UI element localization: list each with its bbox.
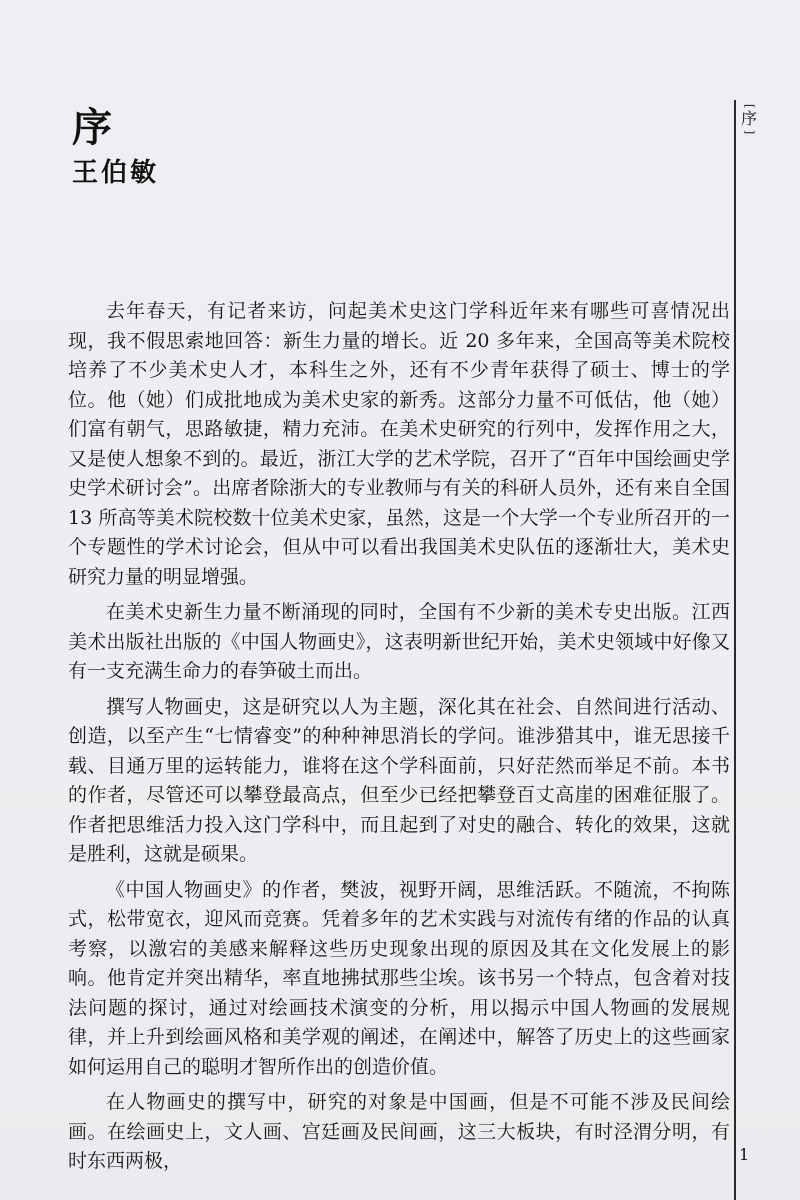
tab-bracket-bottom: ] (743, 129, 756, 135)
tab-bracket-top: [ (743, 103, 756, 109)
paragraph: 在人物画史的撰写中，研究的对象是中国画，但是不可能不涉及民间绘画。在绘画史上，文人画、宫廷画及民间画，这三大板块，有时泾渭分明，有时东西两极， (68, 1091, 730, 1172)
paragraph: 去年春天，有记者来访，问起美术史这门学科近年来有哪些可喜情况出现，我不假思索地回答：新生力量的增长。近 20 多年来，全国高等美术院校培养了不少美术史人才，本科生之外，还有不少青年获得了硕士、博士的学位。他（她）们成批地成为美术史家的新秀。这部分力量不可低估，他（她）们富有朝气，思路敏捷，精力充沛。在美术史研究的行列中，发挥作用之大，又是使人想象不到的。最近，浙江大学的艺术学院，召开了“百年中国绘画史学史学术研讨会”。出席者除浙大的专业教师与有关的科研人员外，还有来自全国 13 所高等美术院校数十位美术史家，虽然，这是一个大学一个专业所召开的一个专题性的学术讨论会，但从中可以看出我国美术史队伍的逐渐壮大，美术史研究力量的明显增强。 (68, 300, 730, 588)
section-tab (738, 101, 760, 137)
body-text (68, 297, 730, 1183)
page-title: 序 (72, 104, 114, 151)
section-tab-label: 序 (740, 109, 757, 128)
page-number: 1 (739, 1145, 750, 1164)
author-name: 王伯敏 (72, 158, 160, 188)
paragraph: 在美术史新生力量不断涌现的同时，全国有不少新的美术专史出版。江西美术出版社出版的《中国人物画史》，这表明新世纪开始，美术史领域中好像又有一支充满生命力的春笋破土而出。 (68, 601, 730, 682)
paragraph: 《中国人物画史》的作者，樊波，视野开阔，思维活跃。不随流，不拘陈式，松带宽衣，迎风而竞赛。凭着多年的艺术实践与对流传有绪的作品的认真考察，以激宕的美感来解释这些历史现象出现的原因及其在文化发展上的影响。他肯定并突出精华，率直地拂拭那些尘埃。该书另一个特点，包含着对技法问题的探讨，通过对绘画技术演变的分析，用以揭示中国人物画的发展规律，并上升到绘画风格和美学观的阐述，在阐述中，解答了历史上的这些画家如何运用自己的聪明才智所作出的创造价值。 (68, 878, 730, 1078)
margin-rule (734, 100, 736, 1200)
paragraph: 撰写人物画史，这是研究以人为主题，深化其在社会、自然间进行活动、创造，以至产生“七情睿变”的种种神思消长的学问。谁涉猎其中，谁无思接千载、目通万里的运转能力，谁将在这个学科面前，只好茫然而举足不前。本书的作者，尽管还可以攀登最高点，但至少已经把攀登百丈高崖的困难征服了。作者把思维活力投入这门学科中，而且起到了对史的融合、转化的效果，这就是胜利，这就是硕果。 (68, 695, 730, 865)
